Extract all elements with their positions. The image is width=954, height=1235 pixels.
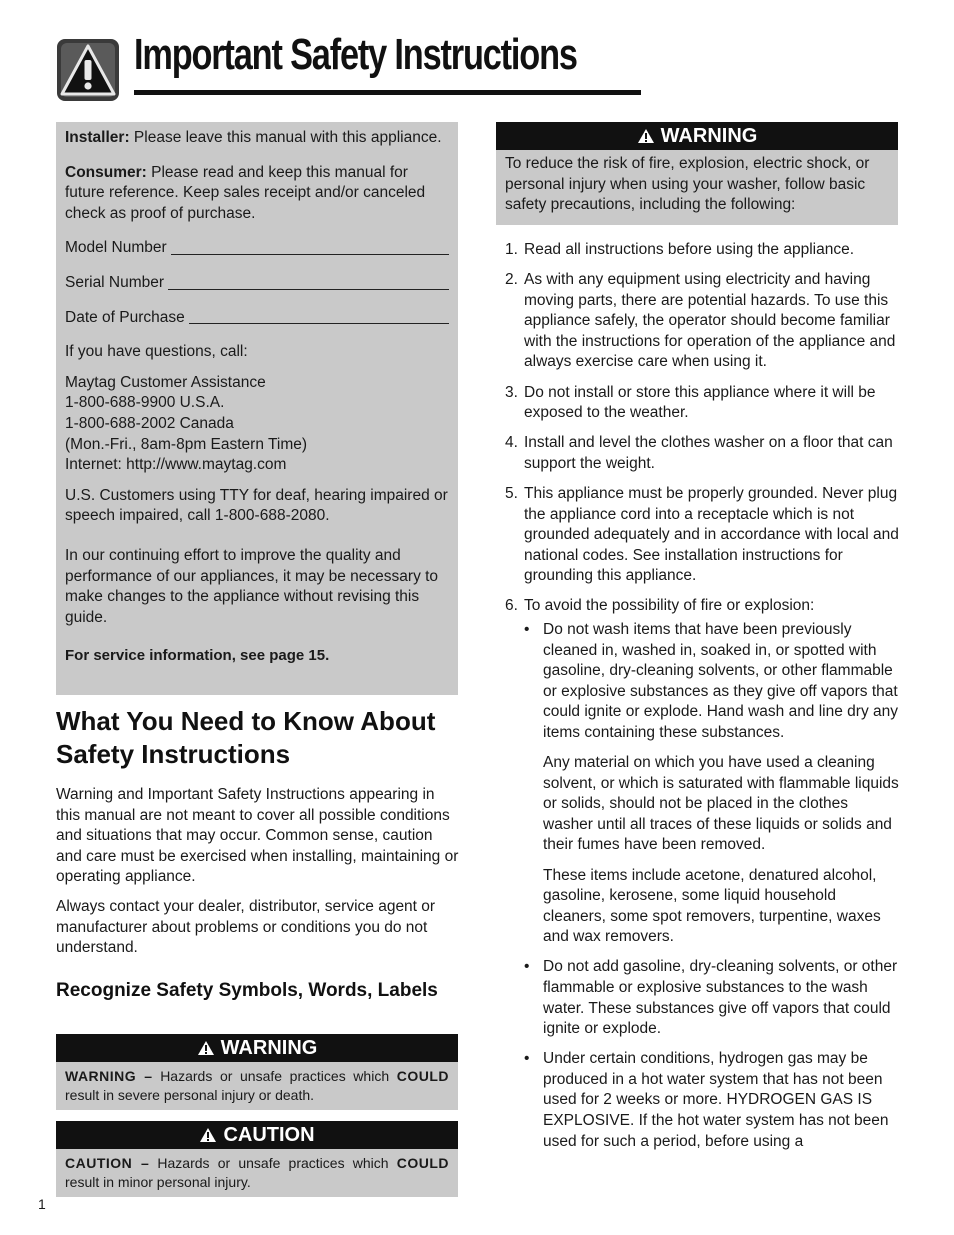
item-text: This appliance must be properly grounded. Never plug the appliance cord into a receptacle which is not grounded adequately and in accordance with local and national codes. See installation instructions for grounding this appliance. (524, 484, 899, 585)
main-warning-box (496, 122, 898, 225)
page-title: Important Safety Instructions (134, 30, 577, 79)
list-item (505, 484, 900, 587)
serial-number-label: Serial Number (65, 273, 165, 291)
warning-text-a: Hazards or unsafe practices which (152, 1068, 397, 1084)
item-text: To avoid the possibility of fire or explosion: (524, 597, 815, 615)
caution-triangle-icon (199, 1127, 217, 1143)
item-text: As with any equipment using electricity and having moving parts, there are potential hazards. To use this appliance safely, the operator should become familiar with the instructions for operation of the appliance and always exercise care when using it. (524, 271, 896, 371)
consumer-note (65, 163, 449, 225)
questions-text: If you have questions, call: (65, 343, 248, 361)
list-item (505, 596, 900, 1161)
installer-text: Please leave this manual with this appliance. (129, 129, 442, 146)
bullet-item (524, 957, 900, 1039)
list-item (505, 433, 900, 474)
date-of-purchase-field[interactable] (65, 308, 449, 329)
model-number-label: Model Number (65, 239, 167, 257)
contact-phone-us: 1-800-688-9900 U.S.A. (65, 394, 225, 412)
item-number: 4. (505, 434, 518, 452)
warning-could: COULD (396, 1068, 450, 1084)
consumer-text: Please read and keep this manual for future reference. Keep sales receipt and/or canceled check as proof of purchase. (65, 163, 426, 222)
caution-definition (56, 1149, 458, 1197)
bullet-text: These items include acetone, denatured alcohol, gasoline, kerosene, some liquid household cleaners, some spot removers, turpentine, waxes and wax removers. (543, 866, 881, 946)
list-item (505, 270, 900, 373)
section-heading: What You Need to Know About Safety Instructions (56, 706, 436, 769)
model-number-field[interactable] (65, 238, 449, 259)
subsection-heading: Recognize Safety Symbols, Words, Labels (56, 980, 438, 1001)
installer-label: Installer: (65, 129, 130, 146)
bullet-list (524, 620, 900, 1152)
item-number: 5. (505, 484, 518, 502)
bullet-mark: • (524, 1050, 530, 1068)
item-number: 6. (505, 597, 518, 615)
caution-header-label: CAUTION (223, 1124, 315, 1146)
consumer-label: Consumer: (65, 163, 147, 181)
item-content (524, 596, 900, 1161)
list-item (505, 240, 900, 261)
warning-header-label: WARNING (220, 1037, 318, 1059)
warning-definition (56, 1062, 458, 1110)
warning-text-b: result in severe personal injury or death. (65, 1087, 315, 1103)
warning-triangle-icon (56, 38, 120, 102)
page-number: 1 (38, 1196, 46, 1212)
caution-definition-box (56, 1121, 458, 1197)
installer-note (65, 128, 449, 149)
owner-info-box (56, 122, 458, 695)
bullet-text: Do not wash items that have been previously cleaned in, washed in, soaked in, or spotted with gasoline, dry-cleaning solvents, or other flammable or explosive substances as they give off vapors that could ignite or explode. Hand wash and line dry any items containing these substances. (543, 621, 899, 741)
title-rule (134, 90, 641, 95)
item-number: 3. (505, 383, 518, 401)
tty-note: U.S. Customers using TTY for deaf, hearing impaired or speech impaired, call 1-800-688-2080. (65, 486, 448, 525)
warning-definition-box (56, 1034, 458, 1110)
warning-triangle-icon (637, 128, 655, 144)
bullet-mark: • (524, 958, 530, 976)
caution-label: CAUTION – (65, 1155, 150, 1171)
bullet-item (524, 1049, 900, 1152)
main-warning-header-label: WARNING (660, 125, 758, 147)
caution-could: COULD (396, 1155, 449, 1171)
list-item (505, 383, 900, 424)
improvement-note: In our continuing effort to improve the quality and performance of our appliances, it may be necessary to make changes to the appliance without revising this guide. (65, 546, 439, 626)
bullet-text: Any material on which you have used a cleaning solvent, or which is saturated with flammable liquids or solids, should not be placed in the clothes washer until all traces of these liquids or solids and their fumes have been removed. (543, 754, 899, 854)
caution-text-a: Hazards or unsafe practices which (149, 1155, 397, 1171)
intro-paragraph: Warning and Important Safety Instructions appearing in this manual are not meant to cover all possible conditions and situations that may occur. Common sense, caution and care must be exercised when installing, maintaining or operating appliance. (56, 786, 459, 886)
model-number-line[interactable] (171, 254, 449, 255)
instruction-list (505, 240, 900, 1171)
contact-phone-canada: 1-800-688-2002 Canada (65, 414, 234, 432)
main-warning-header-bar (496, 122, 898, 150)
item-text: Install and level the clothes washer on a floor that can support the weight. (524, 434, 893, 472)
caution-text-b: result in minor personal injury. (65, 1174, 251, 1190)
bullet-text: Under certain conditions, hydrogen gas may be produced in a hot water system that has not been used for 2 weeks or more. HYDROGEN GAS IS EXPLOSIVE. If the hot water system has not been used for such a period, before using a (543, 1050, 889, 1150)
bullet-content (543, 620, 900, 948)
item-text: Read all instructions before using the appliance. (524, 241, 855, 258)
date-of-purchase-label: Date of Purchase (65, 308, 185, 326)
item-number: 1. (505, 241, 518, 258)
contact-name: Maytag Customer Assistance (65, 373, 266, 391)
date-of-purchase-line[interactable] (189, 323, 449, 324)
contact-hours: (Mon.-Fri., 8am-8pm Eastern Time) (65, 435, 308, 453)
caution-header-bar (56, 1121, 458, 1149)
warning-header-bar (56, 1034, 458, 1062)
warning-triangle-icon (197, 1040, 215, 1056)
bullet-mark: • (524, 621, 530, 638)
serial-number-line[interactable] (168, 289, 449, 290)
contact-paragraph: Always contact your dealer, distributor, service agent or manufacturer about problems or conditions you do not understand. (56, 898, 436, 957)
serial-number-field[interactable] (65, 273, 449, 294)
bullet-item (524, 620, 900, 948)
bullet-text: Do not add gasoline, dry-cleaning solvents, or other flammable or explosive substances to the wash water. These substances give off vapors that could ignite or explode. (543, 958, 898, 1038)
main-warning-text: To reduce the risk of fire, explosion, electric shock, or personal injury when using your washer, follow basic safety precautions, including the following: (496, 150, 898, 225)
service-note: For service information, see page 15. (65, 647, 330, 665)
contact-website: Internet: http://www.maytag.com (65, 456, 287, 474)
item-text: Do not install or store this appliance where it will be exposed to the weather. (524, 383, 876, 422)
item-number: 2. (505, 271, 518, 289)
contact-block (65, 373, 449, 476)
warning-label: WARNING – (65, 1068, 153, 1084)
